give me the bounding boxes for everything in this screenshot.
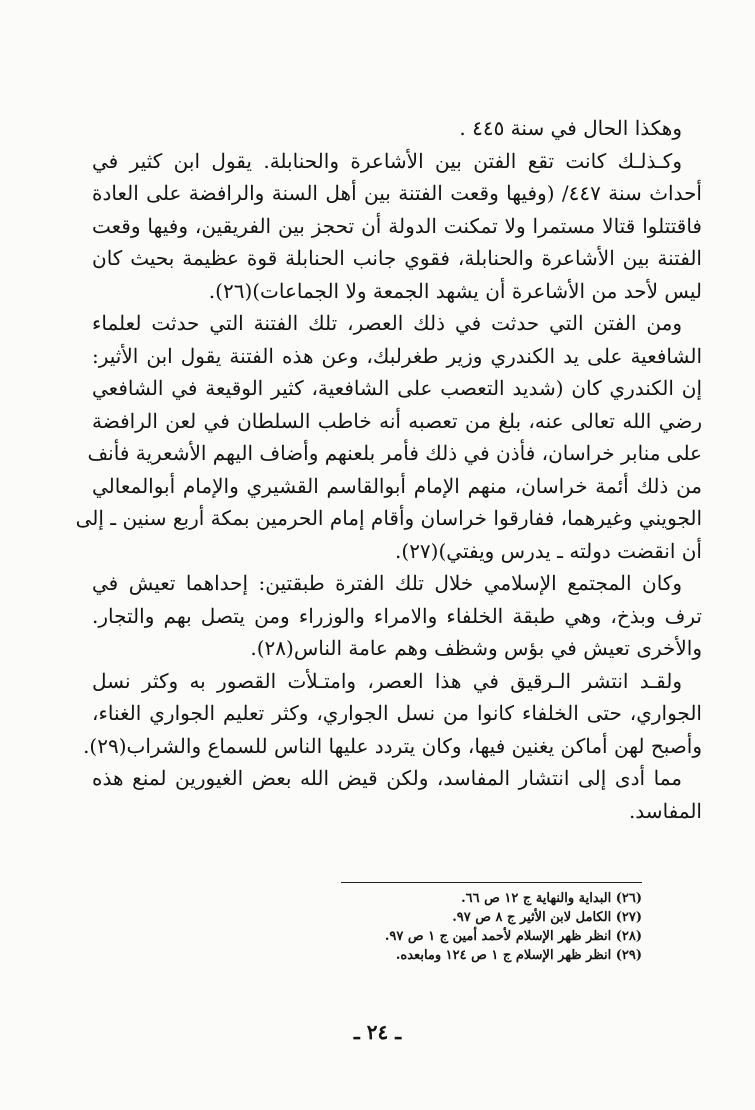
page-number: ـ ٢٤ ـ: [353, 1020, 402, 1044]
text-line: إن الكندري كان (شديد التعصب على الشافعية، كثير الوقيعة في الشافعي: [92, 376, 702, 400]
footnote-item: (٢٧) الكامل لابن الأثير ج ٨ ص ٩٧.: [452, 910, 642, 925]
text-line: الفتنة بين الأشاعرة والحنابلة، فقوي جانب الحنابلة قوة عظيمة بحيث كان: [92, 246, 702, 270]
text-line: ولقـد انتشر الـرقيق في هذا العصر، وامتـلأت القصور به وكثر نسل: [92, 668, 682, 693]
text-line: وكـذلـك كانت تقع الفتن بين الأشاعرة والحنابلة. يقول ابن كثير في: [92, 148, 682, 173]
text-line: الجويني وغيرهما، ففارقوا خراسان وأقام إمام الحرمين بمكة أربع سنين ـ إلى: [75, 506, 702, 530]
footnote-item: (٢٨) انظر ظهر الإسلام لأحمد أمين ج ١ ص ٩٧.: [384, 929, 642, 944]
text-line: أن انقضت دولته ـ يدرس ويفتي)(٢٧).: [395, 538, 702, 563]
text-line: ليس لأحد من الأشاعرة أن يشهد الجمعة ولا الجماعات)(٢٦).: [208, 278, 702, 303]
text-line: ترف وبذخ، وهي طبقة الخلفاء والامراء والوزراء ومن يتصل بهم والتجار.: [92, 603, 702, 628]
footnote-divider: [341, 882, 642, 883]
footnote-item: (٢٩) انظر ظهر الإسلام ج ١ ص ١٢٤ ومابعده.: [395, 948, 642, 963]
body-text: [75, 112, 702, 827]
text-line: وهكذا الحال في سنة ٤٤٥ .: [459, 116, 682, 140]
text-line: أحداث سنة ٤٤٧/ (وفيها وقعت الفتنة بين أهل السنة والرافضة على العادة: [92, 181, 702, 205]
text-line: وأصبح لهن أماكن يغنين فيها، وكان يتردد عليها الناس للسماع والشراب(٢٩).: [83, 733, 702, 758]
text-line: الشافعية على يد الكندري وزير طغرلبك، وعن هذه الفتنة يقول ابن الأثير:: [92, 343, 702, 368]
text-line: مما أدى إلى انتشار المفاسد، ولكن قيض الله بعض الغيورين لمنع هذه: [92, 766, 682, 790]
text-line: المفاسد.: [628, 798, 702, 823]
text-line: ومن الفتن التي حدثت في ذلك العصر، تلك الفتنة التي حدثت لعلماء: [92, 311, 682, 335]
text-line: رضي الله تعالى عنه، بلغ من تعصبه أنه خاطب السلطان في لعن الرافضة: [92, 408, 702, 433]
footnote-item: (٢٦) البداية والنهاية ج ١٢ ص ٦٦.: [461, 891, 642, 906]
text-line: من ذلك أئمة خراسان، منهم الإمام أبوالقاسم القشيري والإمام أبوالمعالي: [92, 473, 702, 498]
text-line: على منابر خراسان، فأذن في ذلك فأمر بلعنهم وأضاف اليهم الأشعرية فأنف: [87, 441, 702, 465]
text-line: والأخرى تعيش في بؤس وشظف وهم عامة الناس(٢٨).: [250, 636, 702, 660]
text-line: وكان المجتمع الإسلامي خلال تلك الفترة طبقتين: إحداهما تعيش في: [92, 571, 682, 595]
text-line: فاقتتلوا قتالا مستمرا ولا تمكنت الدولة أن تحجز بين الفريقين، وفيها وقعت: [92, 213, 702, 238]
footnotes: [340, 889, 642, 965]
text-line: الجواري، حتى الخلفاء كانوا من نسل الجواري، وكثر تعليم الجواري الغناء،: [92, 701, 702, 725]
